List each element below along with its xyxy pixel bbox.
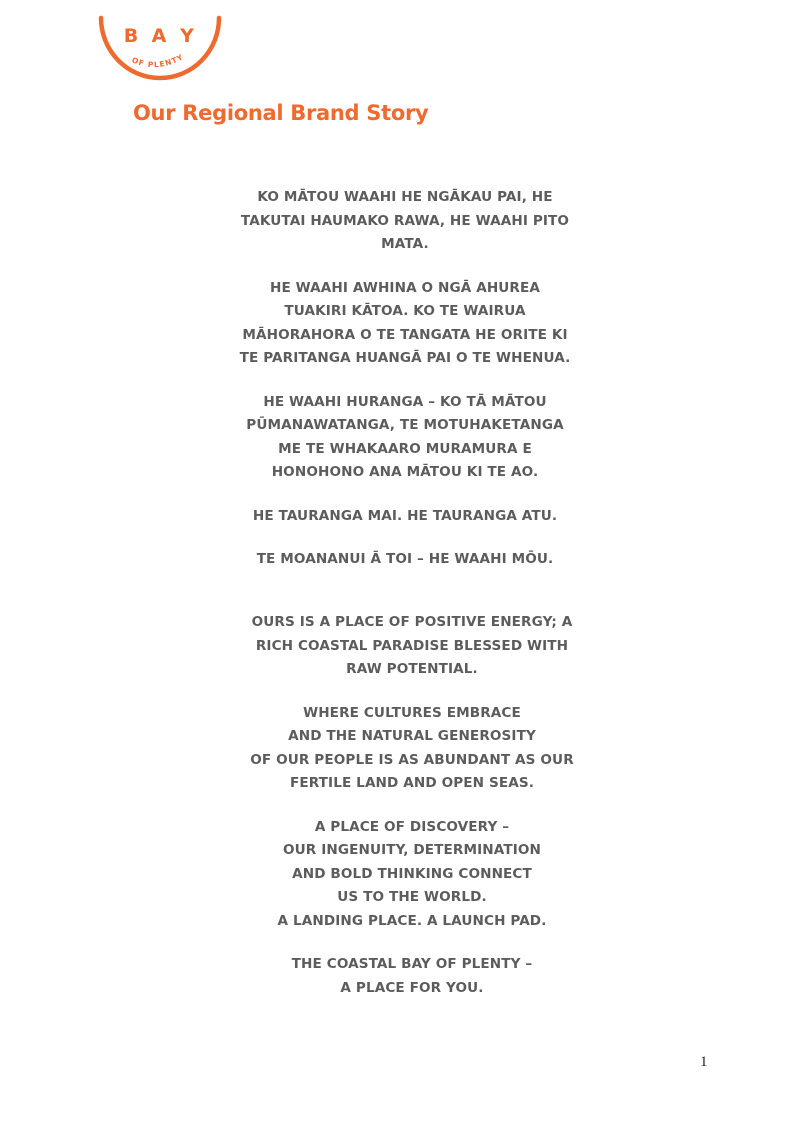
- logo-letter-1: B: [123, 25, 139, 47]
- stanza-line: OF OUR PEOPLE IS AS ABUNDANT AS OUR: [250, 751, 574, 768]
- english-stanza: [242, 953, 582, 1000]
- english-stanza: [242, 611, 582, 682]
- maori-stanza: [235, 548, 575, 572]
- stanza-line: KO MĀTOU WAAHI HE NGĀKAU PAI, HE: [257, 189, 553, 205]
- english-stanza: [242, 816, 582, 934]
- logo-letter-3: Y: [180, 25, 194, 47]
- stanza-line: THE COASTAL BAY OF PLENTY –: [291, 956, 533, 972]
- maori-stanza: [235, 391, 575, 485]
- stanza-line: RAW POTENTIAL.: [346, 661, 478, 677]
- stanza-line: HE WAAHI AWHINA O NGĀ AHUREA: [269, 279, 541, 296]
- logo-subtext: OF PLENTY: [130, 52, 186, 70]
- stanza-line: A PLACE FOR YOU.: [340, 979, 484, 996]
- stanza-line: TAKUTAI HAUMAKO RAWA, HE WAAHI PITO: [240, 212, 570, 229]
- stanza-line: HONOHONO ANA MĀTOU KI TE AO.: [271, 464, 539, 480]
- stanza-line: HE WAAHI HURANGA – KO TĀ MĀTOU: [263, 393, 547, 410]
- stanza-line: TE PARITANGA HUANGĀ PAI O TE WHENUA.: [239, 350, 571, 366]
- bay-of-plenty-logo: [96, 14, 224, 86]
- stanza-line: TE MOANANUI Ā TOI – HE WAAHI MŌU.: [256, 551, 554, 567]
- stanza-line: RICH COASTAL PARADISE BLESSED WITH: [255, 637, 569, 654]
- logo-letter-2: A: [151, 25, 167, 47]
- stanza-line: TUAKIRI KĀTOA. KO TE WAIRUA: [284, 303, 526, 319]
- stanza-line: OUR INGENUITY, DETERMINATION: [283, 842, 541, 858]
- page-number: 1: [700, 1054, 708, 1070]
- maori-stanza: [235, 505, 575, 529]
- maori-stanza: [235, 277, 575, 371]
- maori-brand-story: [235, 186, 575, 592]
- stanza-line: FERTILE LAND AND OPEN SEAS.: [289, 775, 535, 791]
- stanza-line: HE TAURANGA MAI. HE TAURANGA ATU.: [252, 507, 558, 524]
- english-stanza: [242, 702, 582, 796]
- english-brand-story: [242, 611, 582, 1020]
- stanza-line: ME TE WHAKAARO MURAMURA E: [278, 440, 532, 457]
- stanza-line: MATA.: [381, 236, 429, 252]
- stanza-line: A LANDING PLACE. A LAUNCH PAD.: [277, 912, 547, 929]
- stanza-line: US TO THE WORLD.: [337, 889, 487, 905]
- page-title: Our Regional Brand Story: [133, 101, 429, 125]
- stanza-line: PŪMANAWATANGA, TE MOTUHAKETANGA: [246, 417, 564, 433]
- stanza-line: AND BOLD THINKING CONNECT: [292, 865, 532, 882]
- stanza-line: AND THE NATURAL GENEROSITY: [288, 728, 536, 744]
- stanza-line: OURS IS A PLACE OF POSITIVE ENERGY; A: [251, 614, 573, 630]
- stanza-line: WHERE CULTURES EMBRACE: [303, 704, 521, 721]
- stanza-line: A PLACE OF DISCOVERY –: [314, 818, 510, 835]
- maori-stanza: [235, 186, 575, 257]
- stanza-line: MĀHORAHORA O TE TANGATA HE ORITE KI: [242, 326, 568, 343]
